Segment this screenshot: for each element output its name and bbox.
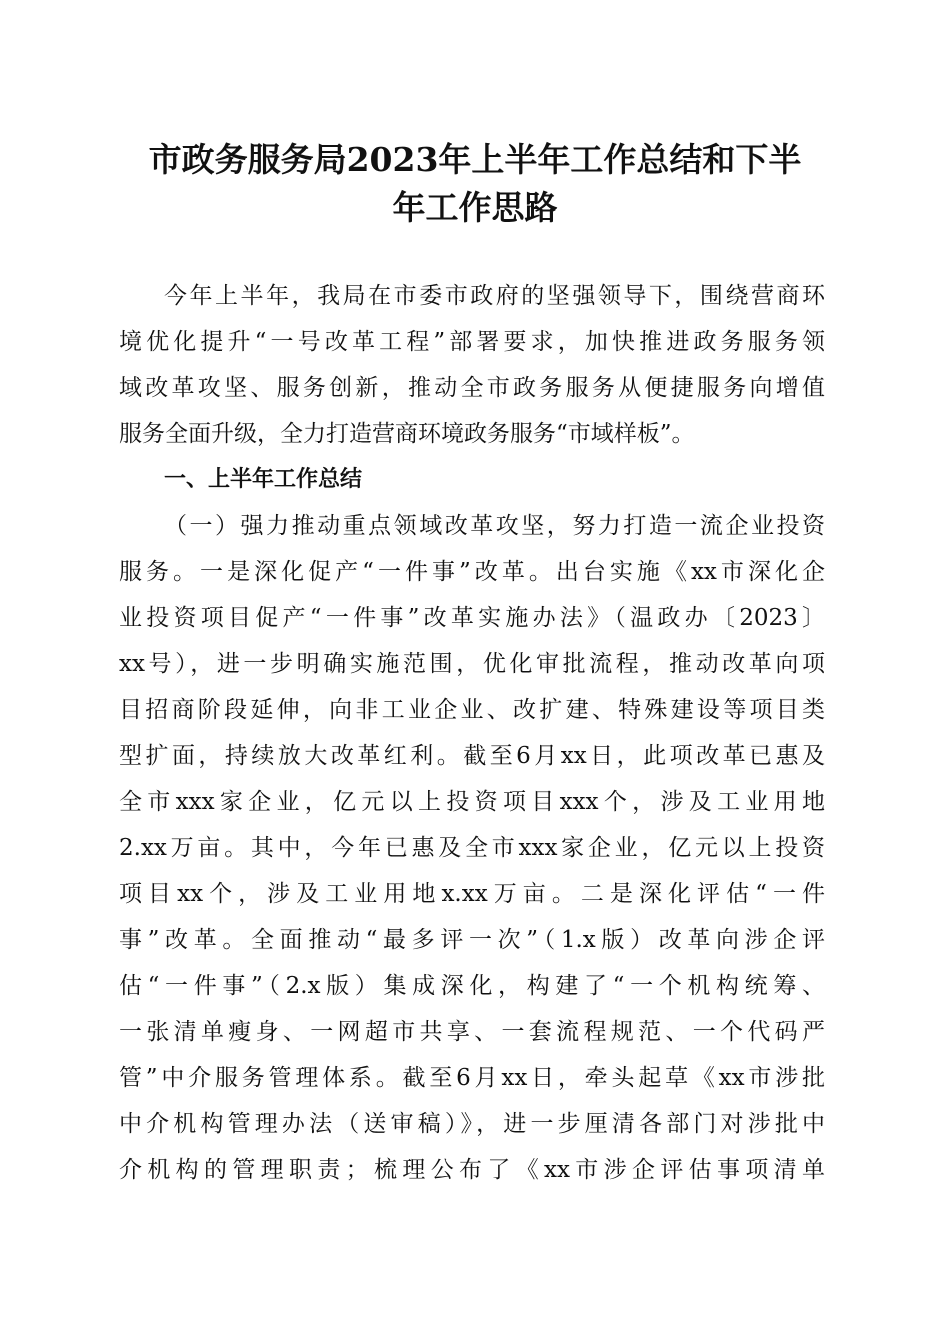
body-line: 项目xx个，涉及工业用地x.xx万亩。二是深化评估“一件 xyxy=(119,881,825,907)
intro-line: 今年上半年，我局在市委市政府的坚强领导下，围绕营商环 xyxy=(164,283,825,309)
section-heading: 一、上半年工作总结 xyxy=(164,467,363,492)
body-line: 服务。一是深化促产“一件事”改革。出台实施《xx市深化企 xyxy=(119,559,825,585)
body-line: 事”改革。全面推动“最多评一次”（1.x版）改革向涉企评 xyxy=(119,927,825,953)
document-title-line-1: 市政务服务局2023年上半年工作总结和下半 xyxy=(148,140,802,179)
body-line: 一张清单瘦身、一网超市共享、一套流程规范、一个代码严 xyxy=(119,1019,825,1045)
intro-line: 境优化提升“一号改革工程”部署要求，加快推进政务服务领 xyxy=(119,329,825,355)
body-line: 型扩面，持续放大改革红利。截至6月xx日，此项改革已惠及 xyxy=(119,743,825,769)
body-line: 管”中介服务管理体系。截至6月xx日，牵头起草《xx市涉批 xyxy=(119,1065,825,1091)
body-line: 中介机构管理办法（送审稿）》，进一步厘清各部门对涉批中 xyxy=(119,1111,825,1137)
intro-line: 服务全面升级，全力打造营商环境政务服务“市域样板”。 xyxy=(119,421,695,447)
document-title-line-2: 年工作思路 xyxy=(392,188,558,227)
body-line: 估“一件事”（2.x版）集成深化，构建了“一个机构统筹、 xyxy=(119,973,825,999)
body-line: 业投资项目促产“一件事”改革实施办法》（温政办〔2023〕 xyxy=(119,605,825,631)
body-line: 目招商阶段延伸，向非工业企业、改扩建、特殊建设等项目类 xyxy=(119,697,825,723)
body-line: 2.xx万亩。其中，今年已惠及全市xxx家企业，亿元以上投资 xyxy=(119,835,825,861)
intro-line: 域改革攻坚、服务创新，推动全市政务服务从便捷服务向增值 xyxy=(119,375,825,401)
body-line: 介机构的管理职责；梳理公布了《xx市涉企评估事项清单 xyxy=(119,1157,825,1183)
body-line: 全市xxx家企业，亿元以上投资项目xxx个，涉及工业用地 xyxy=(119,789,825,815)
body-line: （一）强力推动重点领域改革攻坚，努力打造一流企业投资 xyxy=(164,513,825,539)
body-line: xx号），进一步明确实施范围，优化审批流程，推动改革向项 xyxy=(119,651,825,677)
